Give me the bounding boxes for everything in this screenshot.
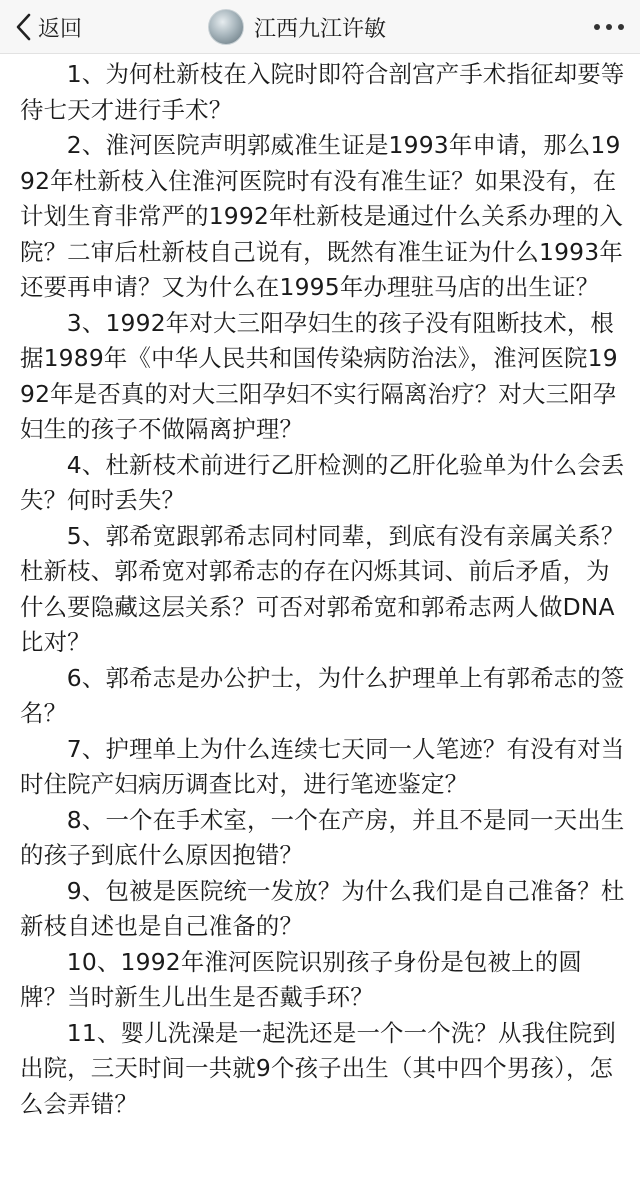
question-paragraph-11: 11、婴儿洗澡是一起洗还是一个一个洗？从我住院到出院，三天时间一共就9个孩子出生（其中四个男孩），怎么会弄错？ xyxy=(20,1018,616,1118)
back-button[interactable] xyxy=(12,8,82,46)
more-dots-icon[interactable] xyxy=(594,14,624,40)
question-paragraph-2: 2、淮河医院声明郭威准生证是1993年申请，那么1992年杜新枝入住淮河医院时有没有准生证？如果没有，在计划生育非常严的1992年杜新枝是通过什么关系办理的入院？二审后杜新枝自己说有，既然有准生证为什么1993年还要再申请？又为什么在1995年办理驻马店的出生证？ xyxy=(20,131,623,301)
more-dot xyxy=(606,24,612,30)
more-dot xyxy=(594,24,600,30)
question-paragraph-9: 9、包被是医院统一发放？为什么我们是自己准备？杜新枝自述也是自己准备的？ xyxy=(20,876,625,940)
article-content xyxy=(0,54,640,1199)
question-paragraph-1: 1、为何杜新枝在入院时即符合剖宫产手术指征却要等待七天才进行手术？ xyxy=(20,60,625,124)
question-paragraph-10: 10、1992年淮河医院识别孩子身份是包被上的圆牌？当时新生儿出生是否戴手环？ xyxy=(20,947,582,1011)
question-paragraph-7: 7、护理单上为什么连续七天同一人笔迹？有没有对当时住院产妇病历调查比对，进行笔迹鉴定？ xyxy=(20,734,625,798)
question-paragraph-6: 6、郭希志是办公护士，为什么护理单上有郭希志的签名？ xyxy=(20,663,625,727)
question-paragraph-4: 4、杜新枝术前进行乙肝检测的乙肝化验单为什么会丢失？何时丢失？ xyxy=(20,450,625,514)
chevron-left-icon xyxy=(12,10,34,44)
top-nav-bar xyxy=(0,0,640,54)
question-paragraph-8: 8、一个在手术室，一个在产房，并且不是同一天出生的孩子到底什么原因抱错？ xyxy=(20,805,625,869)
question-paragraph-3: 3、1992年对大三阳孕妇生的孩子没有阻断技术，根据1989年《中华人民共和国传染病防治法》，淮河医院1992年是否真的对大三阳孕妇不实行隔离治疗？对大三阳孕妇生的孩子不做隔离护理？ xyxy=(20,308,618,443)
avatar xyxy=(208,9,244,45)
page-title: 江西九江许敏 xyxy=(254,16,387,42)
chat-title xyxy=(208,8,386,46)
question-paragraph-5: 5、郭希宽跟郭希志同村同辈，到底有没有亲属关系？杜新枝、郭希宽对郭希志的存在闪烁其词、前后矛盾，为什么要隐藏这层关系？可否对郭希宽和郭希志两人做DNA比对？ xyxy=(20,521,625,656)
back-label: 返回 xyxy=(38,16,83,42)
more-dot xyxy=(618,24,624,30)
